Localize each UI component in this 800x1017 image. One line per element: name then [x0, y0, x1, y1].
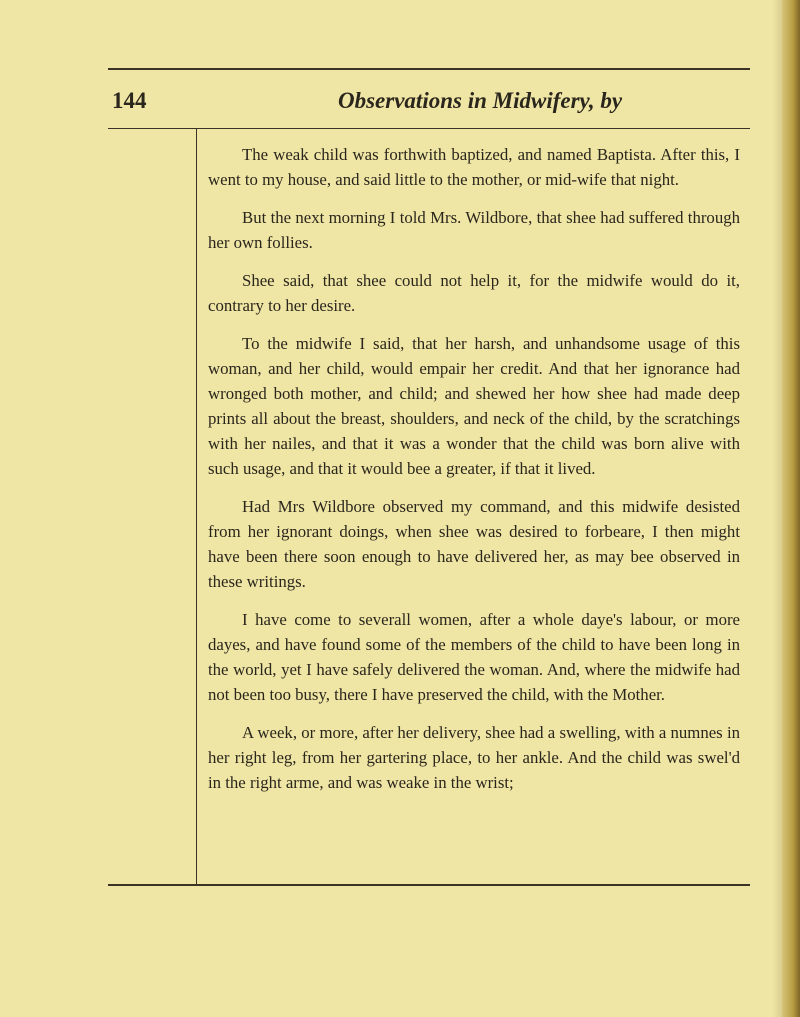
header-rule: [108, 128, 750, 129]
bottom-rule: [108, 884, 750, 886]
page-number: 144: [112, 88, 147, 113]
paragraph: Shee said, that shee could not help it, for the midwife would do it, contrary to her desire.: [208, 271, 740, 315]
top-rule: [108, 68, 750, 70]
margin-line: [196, 129, 197, 884]
running-title: Observations in Midwifery, by: [338, 88, 623, 113]
body-text: [208, 142, 740, 808]
page-edge-shadow: [772, 0, 782, 1017]
page-edge: [782, 0, 800, 1017]
paragraph: But the next morning I told Mrs. Wildbore, that shee had suffered through her own follies.: [208, 208, 740, 252]
paragraph: To the midwife I said, that her harsh, and unhandsome usage of this woman, and her child, would empair her credit. And that her ignorance had wronged both mother, and child; and shewed her how shee had made deep prints all about the breast, shoulders, and neck of the child, by the scratchings with her nailes, and that it was a wonder that the child was born alive with such usage, and that it would bee a greater, if that it lived.: [208, 334, 740, 478]
paragraph: I have come to severall women, after a whole daye's labour, or more dayes, and have found some of the members of the child to have been long in the world, yet I have safely delivered the woman. And, where the midwife had not been too busy, there I have preserved the child, with the Mother.: [208, 610, 740, 704]
paragraph: Had Mrs Wildbore observed my command, and this midwife desisted from her ignorant doings, when shee was desired to forbeare, I then might have been there soon enough to have delivered her, as may bee observed in these writings.: [208, 497, 740, 591]
page-header: [108, 84, 748, 120]
paragraph: The weak child was forthwith baptized, and named Baptista. After this, I went to my house, and said little to the mother, or mid-wife that night.: [208, 145, 740, 189]
paragraph: A week, or more, after her delivery, shee had a swelling, with a numnes in her right leg, from her gartering place, to her ankle. And the child was swel'd in the right arme, and was weake in the wrist;: [208, 723, 740, 792]
